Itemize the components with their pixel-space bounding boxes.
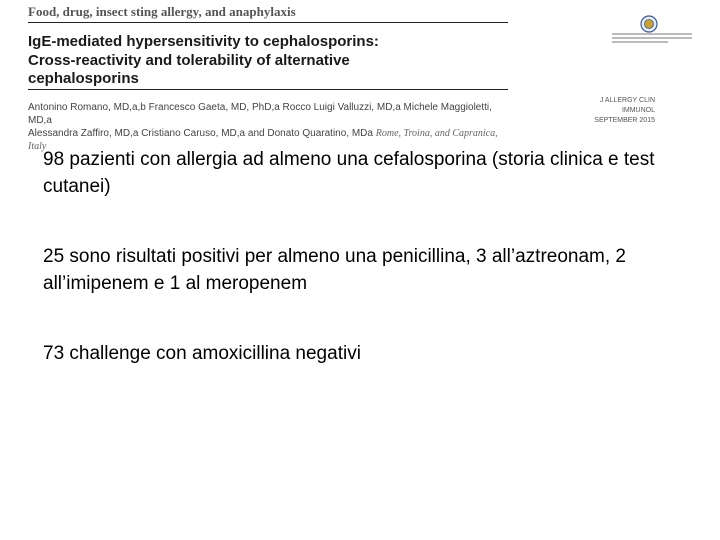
journal-seal-icon bbox=[640, 15, 658, 33]
paper-title-line-3: cephalosporins bbox=[28, 70, 139, 87]
header-divider-bottom bbox=[28, 89, 508, 90]
authors-names: Alessandra Zaffiro, MD,a Cristiano Caruso, MD,a and Donato Quaratino, MDa bbox=[28, 128, 373, 139]
slide-point-1: 98 pazienti con allergia ad almeno una cefalosporina (storia clinica e test cutanei) bbox=[43, 149, 655, 197]
header-divider-top bbox=[28, 22, 508, 23]
paper-title-line-2: Cross-reactivity and tolerability of alternative bbox=[28, 51, 350, 69]
masthead-line bbox=[612, 37, 692, 39]
journal-issue: SEPTEMBER 2015 bbox=[594, 117, 655, 124]
authors-affiliation: Rome, Troina, and Capranica, Italy bbox=[28, 128, 498, 152]
masthead-line bbox=[612, 33, 692, 35]
journal-citation bbox=[565, 96, 655, 126]
journal-name: J ALLERGY CLIN IMMUNOL bbox=[599, 97, 655, 114]
paper-title bbox=[28, 33, 498, 89]
slide-point-2: 25 sono risultati positivi per almeno una penicillina, 3 all’aztreonam, 2 all’imipenem e 1 al meropenem bbox=[43, 246, 626, 294]
paper-header bbox=[0, 0, 720, 152]
authors-line-1: Antonino Romano, MD,a,b Francesco Gaeta, MD, PhD,a Rocco Luigi Valluzzi, MD,a Michele Maggioletti, MD,a bbox=[28, 102, 492, 126]
journal-section-label: Food, drug, insect sting allergy, and anaphylaxis bbox=[28, 4, 296, 19]
masthead-line bbox=[612, 41, 668, 43]
paper-title-line-1: IgE-mediated hypersensitivity to cephalosporins: bbox=[28, 33, 379, 50]
journal-masthead-lines bbox=[612, 33, 692, 45]
slide-point-3: 73 challenge con amoxicillina negativi bbox=[43, 343, 361, 364]
